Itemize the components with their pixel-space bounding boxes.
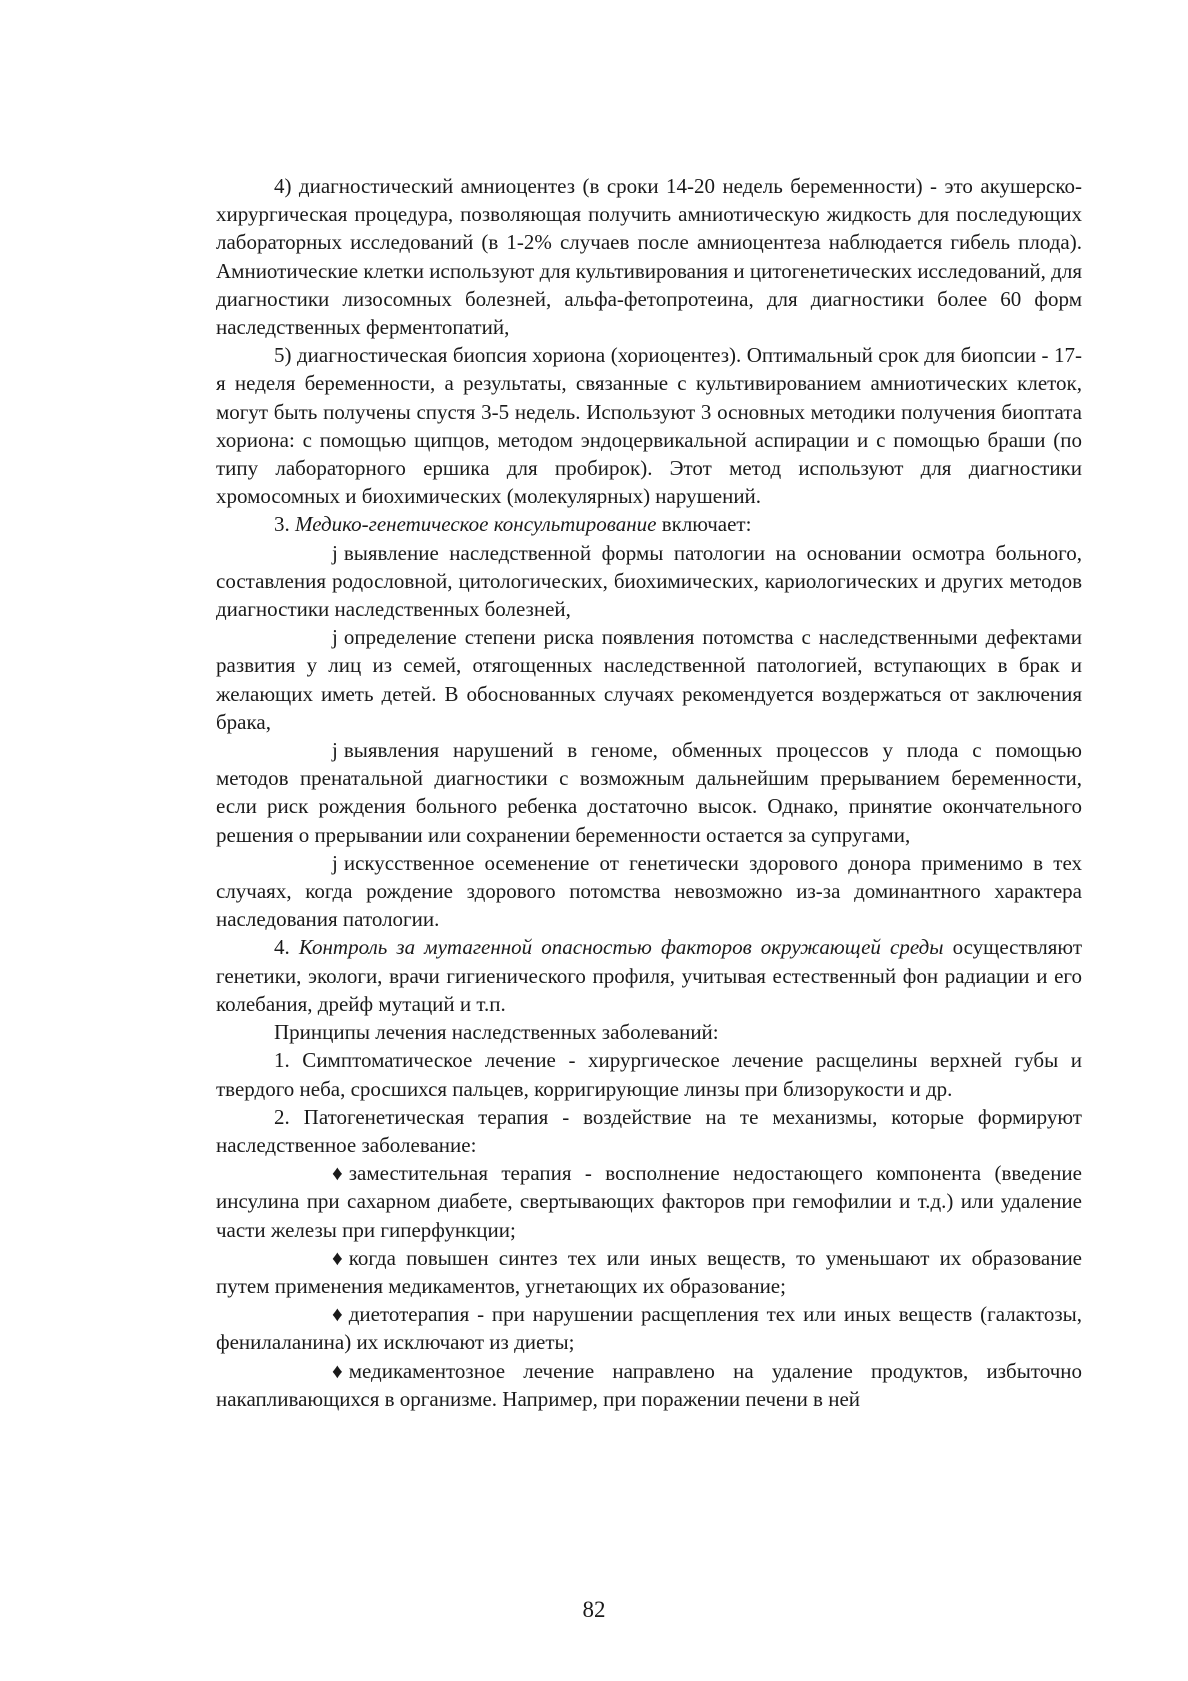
principles-heading: Принципы лечения наследственных заболеваний: bbox=[274, 1020, 719, 1045]
section-4-paragraph bbox=[216, 933, 1082, 1018]
paragraph-amniocentesis: 4) диагностический амниоцентез (в сроки 14-20 недель беременности) - это акушерско-хирургическая процедура, позволяющая получить амниотическую жидкость для последующих лабораторных исследований (в 1-2% случаев после амниоцентеза наблюдается гибель плода). Амниотические клетки используют для культивирования и цитогенетических исследований, для диагностики лизосомных болезней, альфа-фетопротеина, для диагностики более 60 форм наследственных ферментопатий, bbox=[216, 174, 1082, 340]
list-item-text: медикаментозное лечение направлено на удаление продуктов, избыточно накапливающихся в организме. Например, при поражении печени в ней bbox=[216, 1358, 1082, 1411]
section-4-number: 4. bbox=[274, 935, 290, 960]
list-item bbox=[216, 1244, 1082, 1300]
section-3-number: 3. bbox=[274, 512, 290, 537]
diamond-bullet-icon: ♦ bbox=[332, 1245, 343, 1270]
list-item bbox=[216, 1159, 1082, 1244]
section-3-heading bbox=[216, 510, 1082, 538]
list-item bbox=[216, 1357, 1082, 1413]
list-item-text: заместительная терапия - восполнение недостающего компонента (введение инсулина при сахарном диабете, свертывающих факторов при гемофилии и т.д.) или удаление части железы при гиперфункции; bbox=[216, 1161, 1082, 1242]
list-item bbox=[216, 623, 1082, 736]
list-item-text: выявления нарушений в геноме, обменных процессов у плода с помощью методов пренатальной диагностики с возможным дальнейшим прерыванием беременности, если риск рождения больного ребенка достаточно высок. Однако, принятие окончательного решения о прерывании или сохранении беременности остается за супругами, bbox=[216, 738, 1082, 847]
bullet-marker: j bbox=[332, 625, 338, 650]
list-item-text: искусственное осеменение от генетически здорового донора применимо в тех случаях, когда рождение здорового потомства невозможно из-за доминантного характера наследования патологии. bbox=[216, 850, 1082, 932]
diamond-bullet-icon: ♦ bbox=[332, 1302, 343, 1327]
page-body bbox=[216, 172, 1082, 1413]
section-3-suffix: включает: bbox=[661, 512, 752, 537]
section-4-text: осуществляют генетики, экологи, врачи гигиенического профиля, учитывая естественный фон радиации и его колебания, дрейф мутаций и т.п. bbox=[216, 935, 1083, 1016]
paragraph-chorion-biopsy: 5) диагностическая биопсия хориона (хориоцентез). Оптимальный срок для биопсии - 17-я неделя беременности, а результаты, связанные с культивированием амниотических клеток, могут быть получены спустя 3-5 недель. Используют 3 основных методики получения биоптата хориона: с помощью щипцов, методом эндоцервикальной аспирации и с помощью браши (по типу лабораторного ершика для пробирок). Этот метод используют для диагностики хромосомных и биохимических (молекулярных) нарушений. bbox=[216, 343, 1082, 509]
section-3-title: Медико-генетическое консультирование bbox=[295, 512, 657, 537]
page-number: 82 bbox=[582, 1597, 606, 1622]
list-item-text: выявление наследственной формы патологии на основании осмотра больного, составления родословной, цитологических, биохимических, кариологических и других методов диагностики наследственных болезней, bbox=[216, 540, 1082, 622]
list-item bbox=[216, 849, 1082, 934]
list-item-text: когда повышен синтез тех или иных веществ, то уменьшают их образование путем применения медикаментов, угнетающих их образование; bbox=[216, 1245, 1082, 1298]
bullet-marker: j bbox=[332, 850, 338, 875]
list-item bbox=[216, 539, 1082, 624]
treatment-symptomatic: 1. Симптоматическое лечение - хирургическое лечение расщелины верхней губы и твердого неба, сросшихся пальцев, корригирующие линзы при близорукости и др. bbox=[216, 1048, 1082, 1101]
treatment-pathogenetic: 2. Патогенетическая терапия - воздействие на те механизмы, которые формируют наследственное заболевание: bbox=[216, 1104, 1082, 1157]
list-item bbox=[216, 736, 1082, 849]
bullet-marker: j bbox=[332, 738, 338, 763]
section-4-title: Контроль за мутагенной опасностью факторов окружающей среды bbox=[298, 935, 944, 960]
diamond-bullet-icon: ♦ bbox=[332, 1358, 343, 1383]
list-item-text: диетотерапия - при нарушении расщепления тех или иных веществ (галактозы, фенилаланина) их исключают из диеты; bbox=[216, 1302, 1082, 1355]
bullet-marker: j bbox=[332, 540, 338, 565]
list-item bbox=[216, 1300, 1082, 1356]
diamond-bullet-icon: ♦ bbox=[332, 1161, 343, 1186]
list-item-text: определение степени риска появления потомства с наследственными дефектами развития у лиц из семей, отягощенных наследственной патологией, вступающих в брак и желающих иметь детей. В обоснованных случаях рекомендуется воздержаться от заключения брака, bbox=[216, 625, 1082, 734]
